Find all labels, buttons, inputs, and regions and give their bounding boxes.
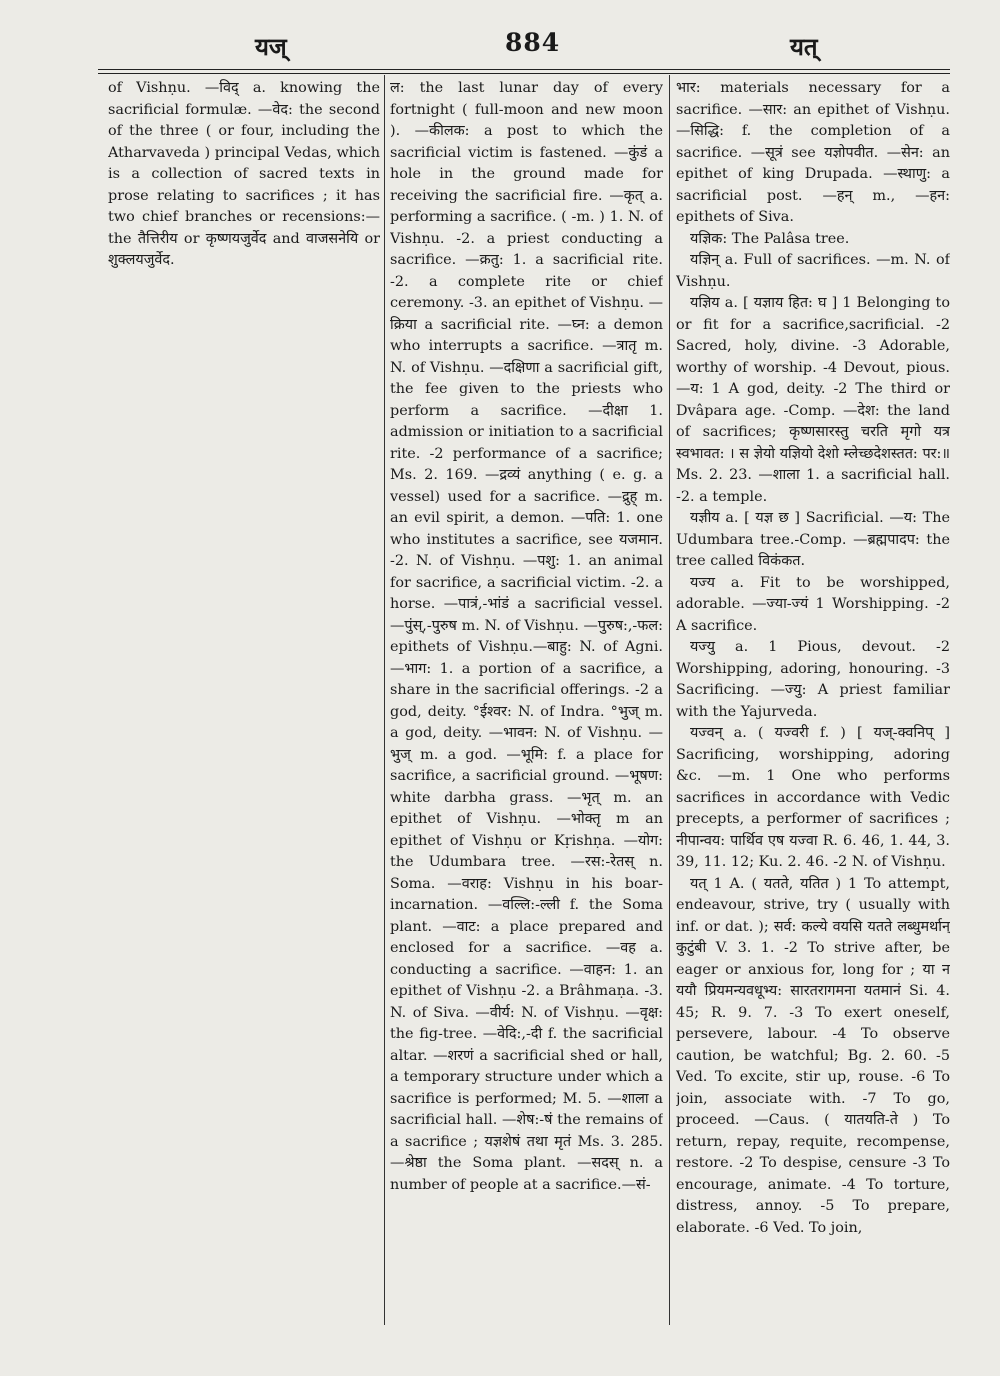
entry-paragraph: यज्य a. Fit to be worshipped, adorable. —ज्या-ज्यं 1 Worshipping. -2 A sacrifice.	[676, 574, 950, 634]
column-divider-2	[669, 75, 670, 1325]
entry-paragraph: यज्ञिक: The Palâsa tree.	[690, 230, 850, 247]
column-2	[390, 78, 663, 1323]
entry-paragraph: यज्यु a. 1 Pious, devout. -2 Worshipping, adoring, honouring. -3 Sacrificing. —ज्यु: A priest familiar with the Yajurveda.	[676, 639, 950, 720]
entry-paragraph: यज्वन् a. ( यज्वरी f. ) [ यज्-क्वनिप् ] Sacrificing, worshipping, adoring &c. —m. 1 One who performs sacrifices in accordance with Vedic precepts, a performer of sacrifices ; नीपान्वय: पार्थिव एष यज्वा R. 6. 46, 1. 44, 3. 39, 11. 12; Ku. 2. 46. -2 N. of Vishṇu.	[676, 725, 950, 870]
entry-paragraph: भार: materials necessary for a sacrifice. —सार: an epithet of Vishṇu. —सिद्धि: f. the completion of a sacrifice. —सूत्रं see यज्ञोपवीत. —सेन: an epithet of king Drupada. —स्थाणु: a sacrificial post. —हन् m., —हन: epithets of Siva.	[676, 80, 950, 225]
entry-paragraph: of Vishṇu. —विद् a. knowing the sacrificial formulæ. —वेद: the second of the three ( or four, including the Atharvaveda ) principal Vedas, which is a collection of sacred texts in prose relating to sacrifices ; it has two chief branches or recensions:—the तैत्तिरीय or कृष्णयजुर्वेद and वाजसनेयि or शुक्लयजुर्वेद.	[108, 80, 380, 268]
entry-paragraph: यज्ञीय a. [ यज्ञ छ ] Sacrificial. —य: The Udumbara tree.-Comp. —ब्रह्मपादप: the tree called विकंकत.	[676, 510, 950, 569]
entry-paragraph: ल: the last lunar day of every fortnight ( full-moon and new moon ). —कीलक: a post to which the sacrificial victim is fastened. —कुंडं a hole in the ground made for receiving the sacrificial fire. —कृत् a. performing a sacrifice. ( -m. ) 1. N. of Vishṇu. -2. a priest conducting a sacrifice. —क्रतु: 1. a sacrificial rite. -2. a complete rite or chief ceremony. -3. an epithet of Vishṇu. —क्रिया a sacrificial rite. —घ्न: a demon who interrupts a sacrifice. —त्रातृ m. N. of Vishṇu. —दक्षिणा a sacrificial gift, the fee given to the priests who perform a sacrifice. —दीक्षा 1. admission or initiation to a sacrificial rite. -2 performance of a sacrifice; Ms. 2. 169. —द्रव्यं anything ( e. g. a vessel) used for a sacrifice. —द्रुह् m. an evil spirit, a demon. —पति: 1. one who institutes a sacrifice, see यजमान. -2. N. of Vishṇu. —पशु: 1. an animal for sacrifice, a sacrificial victim. -2. a horse. —पात्रं,-भांडं a sacrificial vessel. —पुंस्,-पुरुष m. N. of Vishṇu. —पुरुष:,-फल: epithets of Vishṇu.—बाहु: N. of Agni. —भाग: 1. a portion of a sacrifice, a share in the sacrificial offerings. -2 a god, deity. °ईश्वर: N. of Indra. °भुज् m. a god, deity. —भावन: N. of Vishṇu. —भुज् m. a god. —भूमि: f. a place for sacrifice, a sacrificial ground. —भूषण: white darbha grass. —भृत् m. an epithet of Vishṇu. —भोक्तृ m an epithet of Vishṇu or Kṛishṇa. —योग: the Udumbara tree. —रस:-रेतस् n. Soma. —वराह: Vishṇu in his boar-incarnation. —वल्लि:-ल्ली f. the Soma plant. —वाट: a place prepared and enclosed for a sacrifice. —वह a. conducting a sacrifice. —वाहन: 1. an epithet of Vishṇu -2. a Brâhmaṇa. -3. N. of Siva. —वीर्य: N. of Vishṇu. —वृक्ष: the fig-tree. —वेदि:,-दी f. the sacrificial altar. —शरणं a sacrificial shed or hall, a temporary structure under which a sacrifice is performed; M. 5. —शाला a sacrificial hall. —शेष:-षं the remains of a sacrifice ; यज्ञशेषं तथा मृतं Ms. 3. 285. —श्रेष्ठा the Soma plant. —सदस् n. a number of people at a sacrifice.—सं-	[390, 80, 663, 1193]
column-3	[676, 78, 950, 1323]
column-divider-1	[384, 75, 385, 1325]
entry-paragraph: यज्ञिय a. [ यज्ञाय हित: घ ] 1 Belonging to or fit for a sacrifice,sacrificial. -2 Sacred, holy, divine. -3 Adorable, worthy of worship. -4 Devout, pious. —य: 1 A god, deity. -2 The third or Dvâpara age. -Comp. —देश: the land of sacrifices; कृष्णसारस्तु चरति मृगो यत्र स्वभावत: । स ज्ञेयो यज्ञियो देशो म्लेच्छदेशस्तत: पर:॥ Ms. 2. 23. —शाला 1. a sacrificial hall. -2. a temple.	[676, 295, 950, 505]
entry-paragraph: यज्ञिन् a. Full of sacrifices. —m. N. of Vishṇu.	[676, 252, 950, 290]
header-rule-top	[98, 69, 950, 70]
right-running-headword: यत्	[790, 32, 818, 61]
page-header	[95, 26, 950, 66]
header-rule-bottom	[98, 73, 950, 74]
page-number: 884	[505, 28, 561, 57]
left-running-headword: यज्	[255, 32, 287, 61]
column-1	[108, 78, 380, 1323]
entry-paragraph: यत् 1 A. ( यतते, यतित ) 1 To attempt, endeavour, strive, try ( usually with inf. or dat. ); सर्व: कल्ये वयसि यतते लब्धुमर्थान् कुटुंबी V. 3. 1. -2 To strive after, be eager or anxious for, long for ; या न ययौ प्रियमन्यवधूभ्य: सारतरागमना यतमानं Si. 4. 45; R. 9. 7. -3 To exert oneself, persevere, labour. -4 To observe caution, be watchful; Bg. 2. 60. -5 Ved. To excite, stir up, rouse. -6 To join, associate with. -7 To go, proceed. —Caus. ( यातयति-ते ) To return, repay, requite, recompense, restore. -2 To despise, censure -3 To encourage, animate. -4 To torture, distress, annoy. -5 To prepare, elaborate. -6 Ved. To join,	[676, 875, 950, 1236]
